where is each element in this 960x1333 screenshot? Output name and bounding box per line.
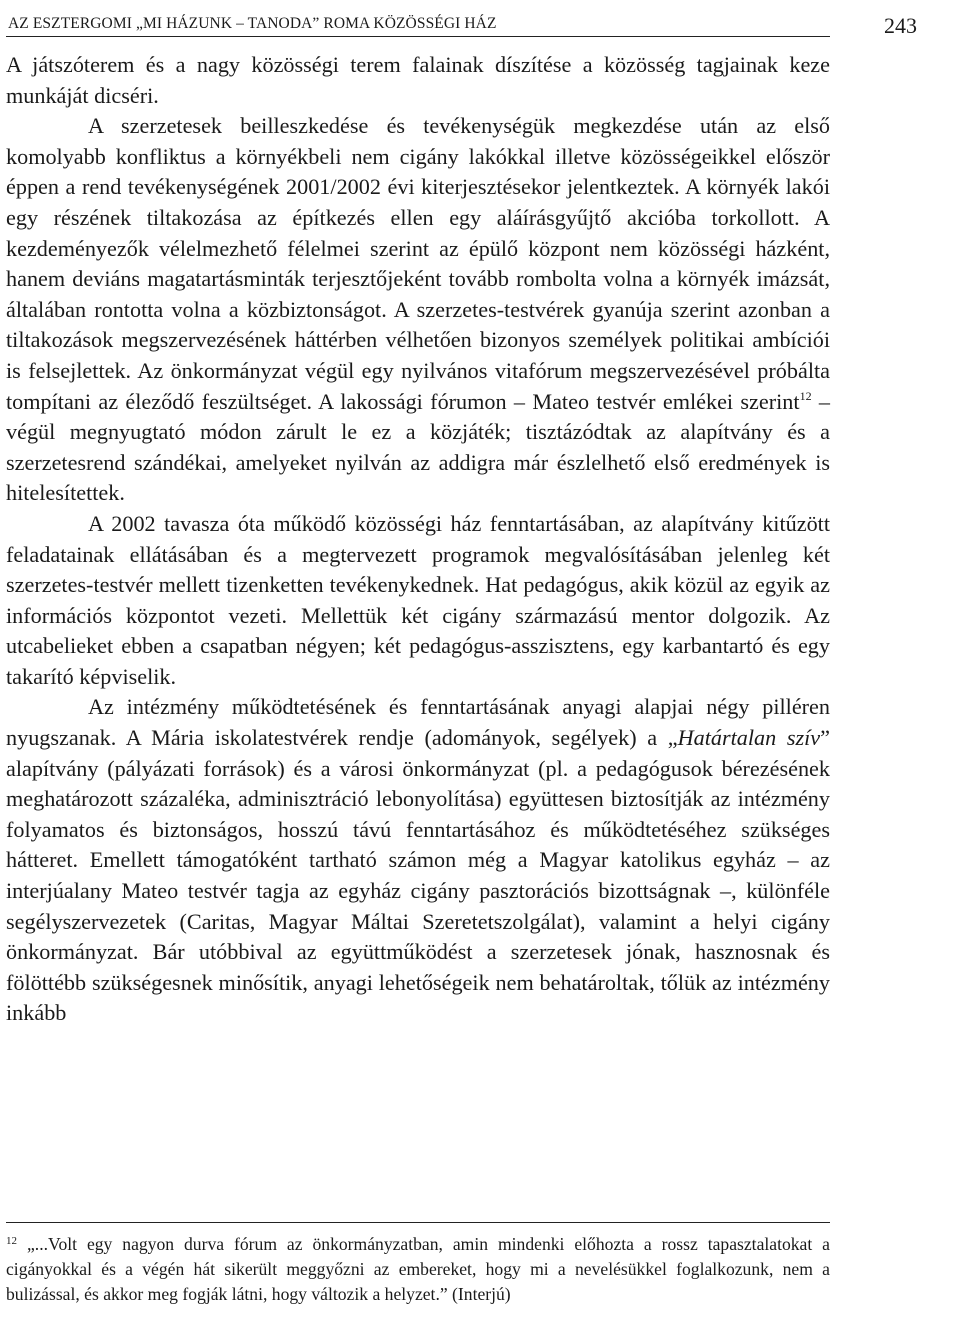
paragraph-4 <box>6 692 830 1029</box>
foundation-name: Határtalan szív <box>677 725 821 751</box>
running-title: AZ ESZTERGOMI „MI HÁZUNK – TANODA” ROMA KÖZÖSSÉGI HÁZ <box>8 15 497 32</box>
paragraph-4-text-a: Az intézmény működtetésének és fenntartásának anyagi alapjai négy pilléren nyugszanak. A Mária iskolatestvérek rendje (adományok, segélyek) a „ <box>6 694 830 751</box>
footnote-divider <box>6 1222 830 1223</box>
paragraph-4-text-b: ” alapítvány (pályázati források) és a városi önkormányzat (pl. a pedagógusok bérezésének meghatározott százaléka, adminisztráció lebonyolítása) együttesen biztosítják az intézmény folyamatos és biztonságos, hosszú távú fenntartásához és működtetéséhez szükséges hátteret. Emellett támogatóként tartható számon még a Magyar katolikus egyház – az interjúalany Mateo testvér tagja az egyház cigány pasztorációs bizottságnak –, különféle segélyszervezetek (Caritas, Magyar Máltai Szeretetszolgálat), valamint a helyi cigány önkormányzat. Bár utóbbival az együttműködést a szerzetesek jónak, hasznosnak és fölöttébb szükségesnek minősítik, anyagi lehetőségeik nem behatároltak, tőlük az intézmény inkább <box>6 725 831 1026</box>
paragraph-2 <box>6 111 830 509</box>
main-text <box>6 50 830 1029</box>
page-number: 243 <box>884 13 917 38</box>
paragraph-2-text-a: A szerzetesek beilleszkedése és tevékenységük megkezdése után az első komolyabb konfliktus a környékbeli nem cigány lakókkal illetve közösségeikkel először éppen a rend tevékenységének 2001/2002 évi kiterjesztésekor jelentkeztek. A környék lakói egy részének tiltakozása az építkezés ellen egy aláírásgyűjtő akcióba torkollott. A kezdeményezők vélelmezhető félelmei szerint az épülő központ nem közösségi házként, hanem deviáns magatartásminták terjesztőjeként tovább rombolta volna a környék imázsát, általában rontotta volna a közbiztonságot. A szerzetes-testvérek gyanúja szerint azonban a tiltakozások megszervezésének háttérben vélhetően bizonyos személyek politikai ambíciói is felsejlettek. Az önkormányzat végül egy nyilvános vitafórum megszervezésével próbálta tompítani az éleződő feszültséget. A lakossági fórumon – Mateo testvér emlékei szerint <box>6 113 830 414</box>
footnote <box>6 1232 830 1307</box>
footnote-reference: 12 <box>799 388 812 403</box>
paragraph-1: A játszóterem és a nagy közösségi terem falainak díszítése a közösség tagjainak keze munkáját dicséri. <box>6 52 830 108</box>
paragraph-2-text-b: – végül megnyugtató módon zárult le ez a közjáték; tisztázódtak az alapítvány és a szerzetesrend szándékai, amelyeket nyilván az addigra már észlelhető első eredmények is hitelesítettek. <box>6 388 830 506</box>
paragraph-3: A 2002 tavasza óta működő közösségi ház fenntartásában, az alapítvány kitűzött feladatainak ellátásában és a megtervezett programok megvalósításában jelenleg két szerzetes-testvér mellett tizenketten tevékenykednek. Hat pedagógus, akik közül az egyik az információs központot vezeti. Mellettük két cigány származású mentor dolgozik. Az utcabelieket ebben a csapatban négyen; két pedagógus-asszisztens, egy karbantartó és egy takarító képviselik. <box>6 510 830 689</box>
running-header <box>6 12 830 37</box>
footnote-text: „...Volt egy nagyon durva fórum az önkormányzatban, amin mindenki előhozta a rossz tapasztalatokat a cigányokkal és a végén hát sikerült meggyőzni az embereket, hogy mi a nevelésükkel foglalkozunk, nem a bulizással, és akkor meg fogják látni, hogy változik a helyzet.” (Interjú) <box>6 1234 830 1304</box>
footnote-number: 12 <box>6 1235 17 1247</box>
